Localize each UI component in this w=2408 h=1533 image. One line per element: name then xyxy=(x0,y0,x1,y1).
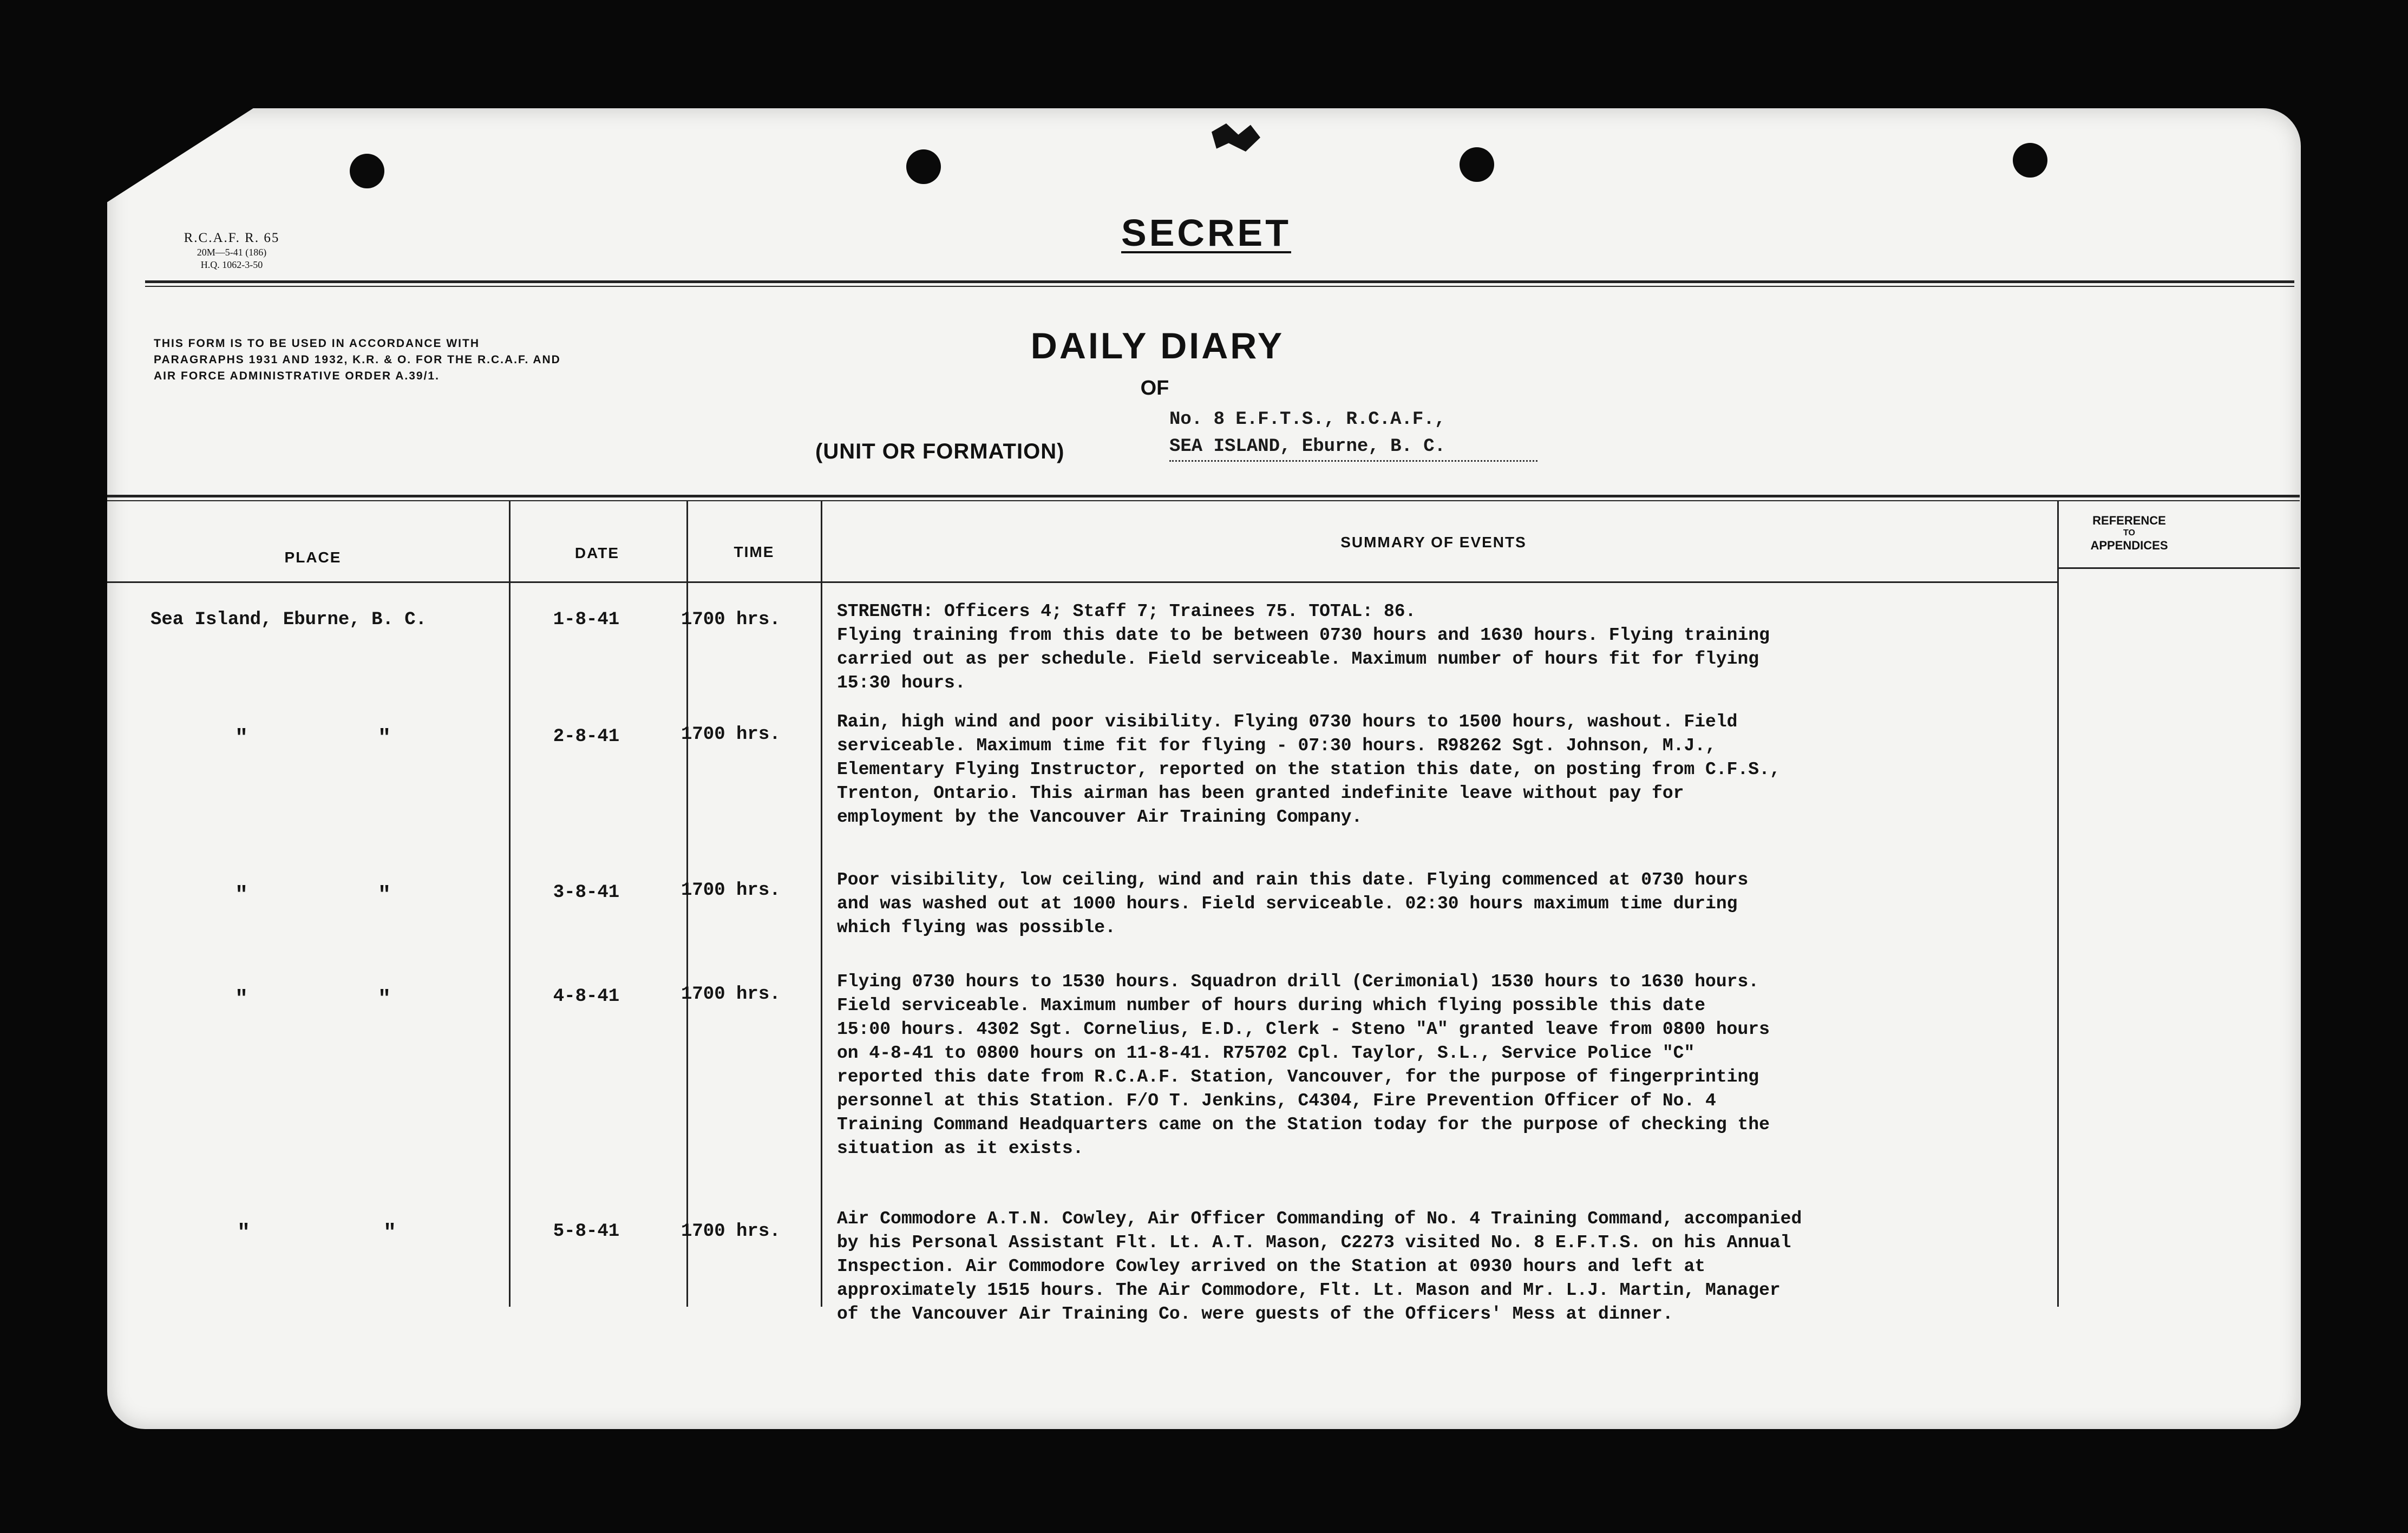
column-divider xyxy=(509,500,511,1307)
reference-header-rule xyxy=(2057,567,2300,569)
place-column-header: PLACE xyxy=(284,549,342,566)
form-code-block xyxy=(150,230,313,271)
punch-hole xyxy=(906,149,941,184)
place-ditto: " xyxy=(378,883,391,908)
appendices-label: APPENDICES xyxy=(2090,539,2168,552)
unit-label: (UNIT OR FORMATION) xyxy=(815,440,1065,463)
entry-date: 1-8-41 xyxy=(553,610,620,630)
entry-time: 1700 hrs. xyxy=(681,880,781,901)
entry-summary: STRENGTH: Officers 4; Staff 7; Trainees 75. TOTAL: 86. Flying training from this date to be between 0730 hours and 1630 hours. Flying training carried out as per schedule. Field serviceable. Maximum number of hours fit for flying 15:30 hours. xyxy=(837,601,1770,693)
entry-summary: Air Commodore A.T.N. Cowley, Air Officer Commanding of No. 4 Training Command, accompanied by his Personal Assistant Flt. Lt. A.T. Mason, C2273 visited No. 8 E.F.T.S. on his Annual Inspection. Air Commodore Cowley arrived on the Station at 0930 hours and left at approximately 1515 hours. The Air Commodore, Flt. Lt. Mason and Mr. L.J. Martin, Manager of the Vancouver Air Training Co. were guests of the Officers' Mess at dinner. xyxy=(837,1209,1802,1324)
summary-column-header: SUMMARY OF EVENTS xyxy=(1340,534,1527,551)
place-ditto: " xyxy=(378,987,391,1012)
reference-column-header xyxy=(2067,514,2191,552)
folded-corner xyxy=(105,106,257,204)
entry-date: 3-8-41 xyxy=(553,882,620,903)
punch-hole xyxy=(350,154,384,188)
entry-date: 4-8-41 xyxy=(553,986,620,1007)
diary-form-card xyxy=(107,108,2301,1429)
torn-hole xyxy=(1212,123,1260,152)
entry-summary: Poor visibility, low ceiling, wind and rain this date. Flying commenced at 0730 hours and was washed out at 1000 hours. Field serviceable. 02:30 hours maximum time during which flying was possible. xyxy=(837,870,1749,938)
header-rule-thin xyxy=(145,286,2294,287)
place-ditto: " xyxy=(237,1221,251,1246)
place-ditto: " xyxy=(235,726,248,751)
punch-hole xyxy=(2013,143,2047,178)
header-rule xyxy=(145,280,2294,283)
place-ditto: " xyxy=(378,726,391,751)
date-column-header: DATE xyxy=(574,545,620,561)
entry-place: Sea Island, Eburne, B. C. xyxy=(150,610,427,630)
place-ditto: " xyxy=(235,883,248,908)
time-column-header: TIME xyxy=(734,543,775,560)
unit-line-2: SEA ISLAND, Eburne, B. C. xyxy=(1169,433,1537,462)
unit-line-1: No. 8 E.F.T.S., R.C.A.F., xyxy=(1169,409,1446,430)
table-top-rule xyxy=(107,495,2300,497)
reference-label: REFERENCE xyxy=(2092,514,2166,527)
entry-summary: Flying 0730 hours to 1530 hours. Squadron drill (Cerimonial) 1530 hours to 1630 hours. Field serviceable. Maximum number of hours during which flying possible this date 15:00 hours. 4302 Sgt. Cornelius, E.D., Clerk - Steno "A" granted leave from 0800 hours on 4-8-41 to 0800 hours on 11-8-41. R75702 Cpl. Taylor, S.L., Service Police "C" reported this date from R.C.A.F. Station, Vancouver, for the purpose of fingerprinting personnel at this Station. F/O T. Jenkins, C4304, Fire Prevention Officer of No. 4 Training Command Headquarters came on the Station today for the purpose of checking the situation as it exists. xyxy=(837,972,1770,1158)
entry-date: 2-8-41 xyxy=(553,726,620,747)
document-title: DAILY DIARY xyxy=(1030,325,1285,366)
entry-time: 1700 hrs. xyxy=(681,1221,781,1242)
reference-to-label: TO xyxy=(2123,528,2135,538)
entry-time: 1700 hrs. xyxy=(681,610,781,630)
table-top-rule-thin xyxy=(107,500,2300,501)
unit-name xyxy=(1169,406,1537,462)
place-ditto: " xyxy=(235,987,248,1012)
column-header-rule xyxy=(107,581,2057,583)
form-code: R.C.A.F. R. 65 xyxy=(184,231,280,245)
instruction-text: THIS FORM IS TO BE USED IN ACCORDANCE WITH PARAGRAPHS 1931 AND 1932, K.R. & O. FOR THE R.C.A.F. AND AIR FORCE ADMINISTRATIVE ORDER A.39/1. xyxy=(154,337,561,382)
place-ditto: " xyxy=(383,1221,397,1246)
hq-line: H.Q. 1062-3-50 xyxy=(200,259,263,270)
entry-summary: Rain, high wind and poor visibility. Flying 0730 hours to 1500 hours, washout. Field serviceable. Maximum time fit for flying - 07:30 hours. R98262 Sgt. Johnson, M.J., Elementary Flying Instructor, reported on the station this date, on posting from C.F.S., Trenton, Ontario. This airman has been granted indefinite leave without pay for employment by the Vancouver Air Training Company. xyxy=(837,712,1781,827)
entry-date: 5-8-41 xyxy=(553,1221,620,1242)
classification-heading: SECRET xyxy=(1121,212,1291,254)
punch-hole xyxy=(1460,147,1494,182)
entry-time: 1700 hrs. xyxy=(681,984,781,1005)
column-divider xyxy=(2057,500,2059,1307)
print-line: 20M—5-41 (186) xyxy=(197,247,267,258)
title-of: OF xyxy=(1140,377,1169,399)
entry-time: 1700 hrs. xyxy=(681,724,781,745)
